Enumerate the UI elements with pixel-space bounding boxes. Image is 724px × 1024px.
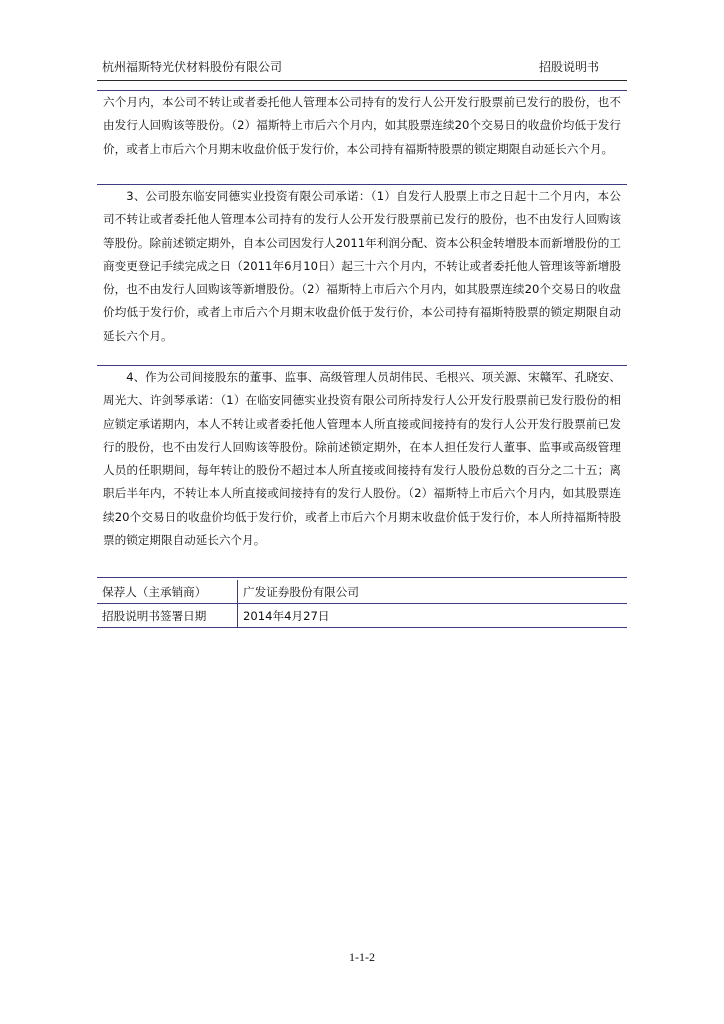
table-row — [97, 604, 627, 628]
commitment-cell — [97, 366, 627, 578]
header-rule — [97, 80, 627, 81]
commitment-cell — [97, 91, 627, 185]
header-company-name: 杭州福斯特光伏材料股份有限公司 — [102, 60, 283, 74]
commitment-cell — [97, 185, 627, 366]
commitment-text: 4、作为公司间接股东的董事、监事、高级管理人员胡伟民、毛根兴、项关源、宋赣军、孔晓安、周光大、许剑琴承诺：（1）在临安同德实业投资有限公司所持发行人公开发行股票前已发行股份的相应锁定承诺期内，本人不转让或者委托他人管理本人所直接或间接持有的发行人公开发行股票前已发行的股份，也不由发行人回购该等股份。除前述锁定期外，在本人担任发行人董事、监事或高级管理人员的任职期间，每年转让的股份不超过本人所直接或间接持有发行人股份总数的百分之二十五；离职后半年内，不转让本人所直接或间接持有的发行人股份。（2）福斯特上市后六个月内，如其股票连续20个交易日的收盘价均低于发行价，或者上市后六个月期末收盘价低于发行价，本人所持福斯特股票的锁定期限自动延长六个月。 — [103, 370, 621, 548]
sponsor-label: 保荐人（主承销商） — [97, 580, 238, 604]
header-document-type: 招股说明书 — [538, 60, 599, 74]
commitment-text: 3、公司股东临安同德实业投资有限公司承诺：（1）自发行人股票上市之日起十二个月内，本公司不转让或者委托他人管理本公司持有的发行人公开发行股票前已发行的股份，也不由发行人回购该等股份。除前述锁定期外，自本公司因发行人2011年利润分配、资本公积金转增股本而新增股份的工商变更登记手续完成之日（2011年6月10日）起三十六个月内，不转让或者委托他人管理该等新增股份，也不由发行人回购该等新增股份。（2）福斯特上市后六个月内，如其股票连续20个交易日的收盘价均低于发行价，或者上市后六个月期末收盘价低于发行价，本公司持有福斯特股票的锁定期限自动延长六个月。 — [103, 189, 621, 343]
page-number: 1-1-2 — [349, 950, 375, 964]
page-header — [97, 57, 627, 77]
issuance-info-table — [97, 580, 627, 628]
signing-date-value: 2014年4月27日 — [238, 604, 628, 628]
sponsor-value: 广发证券股份有限公司 — [238, 580, 628, 604]
commitment-text: 六个月内，本公司不转让或者委托他人管理本公司持有的发行人公开发行股票前已发行的股份，也不由发行人回购该等股份。（2）福斯特上市后六个月内，如其股票连续20个交易日的收盘价均低于发行价，或者上市后六个月期末收盘价低于发行价，本公司持有福斯特股票的锁定期限自动延长六个月。 — [103, 95, 621, 156]
signing-date-label: 招股说明书签署日期 — [97, 604, 238, 628]
table-row — [97, 580, 627, 604]
lockup-commitments-table — [97, 90, 627, 578]
